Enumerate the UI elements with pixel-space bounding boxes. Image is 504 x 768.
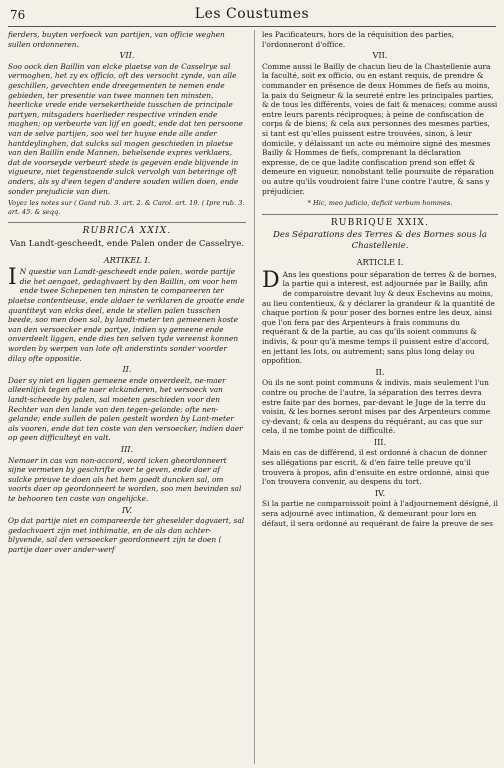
left-article-1 xyxy=(8,267,246,363)
left-article-4-text: Op dat partije niet en compareerde ter gheselder dagvaert, sal gedachvaert zijn met inthimatie, en de als dan achter-blyvende, sal den versoecker geordonneert zijn te doen ( partije daer over ander-werf xyxy=(8,516,245,554)
right-rubric-block xyxy=(262,219,498,529)
left-carryover-text: fierders, buyten verfoeck van partijen, van officie weghen sullen ordonneren. xyxy=(8,30,225,49)
right-footnote: * Hic, meo judicio, deficit verbum hommes. xyxy=(307,199,453,208)
left-section-iii: III. xyxy=(120,443,134,454)
running-title: Les Coustumes xyxy=(194,6,310,22)
left-cross-reference-note: Voyez les notes sur ( Gand rub. 3. art. 2. & Carol. art. 19. ( Ipre rub. 3. art. 45. & seqq. xyxy=(8,199,245,216)
right-article-4-text: Si la partie ne comparoissoit point à l'adjournement désigné, il sera adjourné avec intimation, & demeurant pour lors en défaut, il sera ordonné au requérant de faire la preuve de ses xyxy=(262,499,498,528)
left-section-ii: II. xyxy=(122,364,132,375)
page-number: 76 xyxy=(10,8,26,22)
right-article-1-text: Ans les questions pour séparation de terres & de bornes, la partie qui a interest, est adjournée par le Bailly, afin de comparoistre devant luy & deux Eschevins au moins, au lieu contentieux, & y déclarer la grandeur & la quantité de chaque portion & pour poser des bornes entre les deux, ainsi que l'on fera par des Arpenteurs à frais communs du requérant & de la partie, au cas qu'ils soient communs & indivis, & pour qu'à mesme temps il puissent estre d'accord, en jettant les lots, ou autrement; sans plus long delay ou oppofition. xyxy=(262,269,497,366)
right-column-french xyxy=(262,30,498,528)
right-section-iv: IV. xyxy=(374,487,386,498)
right-section-iii: III. xyxy=(373,436,387,447)
right-dropcap: D xyxy=(262,267,280,293)
right-rubric-title: Des Séparations des Terres & des Bornes sous la Chastellenie. xyxy=(273,230,487,252)
right-article-label: ARTICLE I. xyxy=(356,257,404,268)
left-section-iv: IV. xyxy=(121,504,133,515)
right-top-block xyxy=(262,30,498,208)
page-header xyxy=(0,0,504,24)
right-section-ii: II. xyxy=(375,366,385,377)
left-article-2-text: Daer sy niet en liggen gemeene ende onverdeelt, ne-maer alleenlijck tegen ofte naer elckanderen, het versoeck van landt-scheede by palen, sal moeten geschieden voor den Rechter van den lande van den tegen-gelande; ofte nen-gelande; ende sullen de palen gestelt worden by Lant-meter als vooren, ende dat ten coste van den versoecker, indien daer op geen difficulteyt en valt. xyxy=(8,375,243,443)
column-separator xyxy=(254,30,255,764)
right-article-1 xyxy=(262,267,498,366)
left-article-1-text: N questie van Landt-gescheedt ende palen, worde partije die het aengaet, gedaghvaert by den Baillin, om voor hem ende twee Schepenen ten minsten te compareeren ter plaetse contentieuse, ende aldaer te verklaren de grootte ende quantiteyt van elcks deel, ende te stellen palen tusschen beede, soo men doen sal, by landt-meter ten gemeenen koste van den versoecker ende partye, indien sy gemeene ende onverdeelt liggen, ende dies ten selven tyde vereenst konnen worden by werpen van lote oft anderstints sonder voorder dilay ofte oppositie. xyxy=(8,267,245,363)
left-article-label: ARTIKEL I. xyxy=(103,254,151,265)
right-article-3-text: Mais en cas de différend, il est ordonné à chacun de donner ses allégations par escrit, & d'en faire telle preuve qu'il trouvera à propos, afin d'ensuite en estre ordonné, ainsi que l'on trouvera convenir, au despens du tort. xyxy=(262,448,490,487)
left-section-vii-text: Soo oock den Baillin van elcke plaetse van de Casselrye sal vermoghen, het zy ex officio, oft des versocht zynde, van alle geschillen, gevechten ende dreegementen te nemen ende gebieden, ter presentie van twee mannen ten minsten, heerlicke vrede ende versekertheide tusschen de principale partyen, mitsgaders haerlieder respective vrinden ende maghen; op verbeurte van lijf en goedt, ende dat ten persoone van de selve partijen, soo wel ter huyse ende alle ander hantdeylinghen, dat sulcks sal mogen geschieden in plaetse van den Baillin ende Mannen, behelsende expres verklaers, dat de voorseyde verbeurt stede is gegeven ende blijvende in vigueure, niet tegenstaende sulck vervolgh van beteringe oft anders, als sy d'een tegen d'andere souden willen doen, ende sonder prejudicie van dien. xyxy=(8,61,243,196)
left-section-vii: VII. xyxy=(119,50,135,61)
left-rubric-block xyxy=(8,227,246,554)
left-rubric-divider xyxy=(8,222,246,223)
right-section-vii: VII. xyxy=(372,50,388,61)
right-section-vii-text: Comme aussi le Bailly de chacun lieu de la Chastellenie aura la faculté, soit ex officio, ou en estant requis, de prendre & commander en présence de deux Hommes de fiefs au moins, la paix du Seigneur & la seureté entre les principales parties, & de tous les différents, voies de fait & menaces; comme aussi entre leurs parents réciproques; à peine de confiscation de corps & de biens; & cela aux personnes des mesmes parties, si tant est qu'elles puissent estre trouvées, sinon, à leur domicile, y délaissant un acte ou mémoire signé des mesmes Bailly & Hommes de fiefs, comprenant la déclaration expresse, de ce que ladite confiscation prend son effet & demeure en vigueur, nonobstant telle poursuite de réparation ou autre qu'ils voudroient faire l'une contre l'autre, & sans y préjudicier. xyxy=(262,61,498,196)
left-rubric-heading: RUBRICA XXIX. xyxy=(82,226,172,237)
header-rule xyxy=(8,26,496,27)
right-rubric-heading: RUBRIQUE XXIX. xyxy=(330,217,430,228)
right-carryover-text: les Pacificateurs, hors de la réquisition des parties, l'ordonneront d'office. xyxy=(262,30,455,49)
left-rubric-title: Van Landt-gescheedt, ende Palen onder de Casselrye. xyxy=(9,238,245,249)
left-article-3-text: Nemaer in cas van non-accord, word icken gheordonneert sijne vermeten by geschrifte over te geven, ende daer af sulcke preuve te doen als het hem goedt duncken sal, om voorts daer op geordonneert te worden, soo men bevinden sal te behooren ten coste van ongelijcke. xyxy=(8,455,242,503)
right-rubric-divider xyxy=(262,214,498,215)
left-column-flemish xyxy=(8,30,246,555)
right-article-2-text: Où ils ne sont point communs & indivis, mais seulement l'un contre ou proche de l'autre, la séparation des terres devra estre faite par des bornes, par-devant le Juge de la terre du voisin, & les bornes seront mises par des Arpenteurs comme cy-devant; & cela au despens du réquérant, au cas que sur cela, il ne tombe point de difficulté. xyxy=(262,378,491,436)
left-dropcap: I xyxy=(8,265,17,291)
left-top-block xyxy=(8,30,246,216)
